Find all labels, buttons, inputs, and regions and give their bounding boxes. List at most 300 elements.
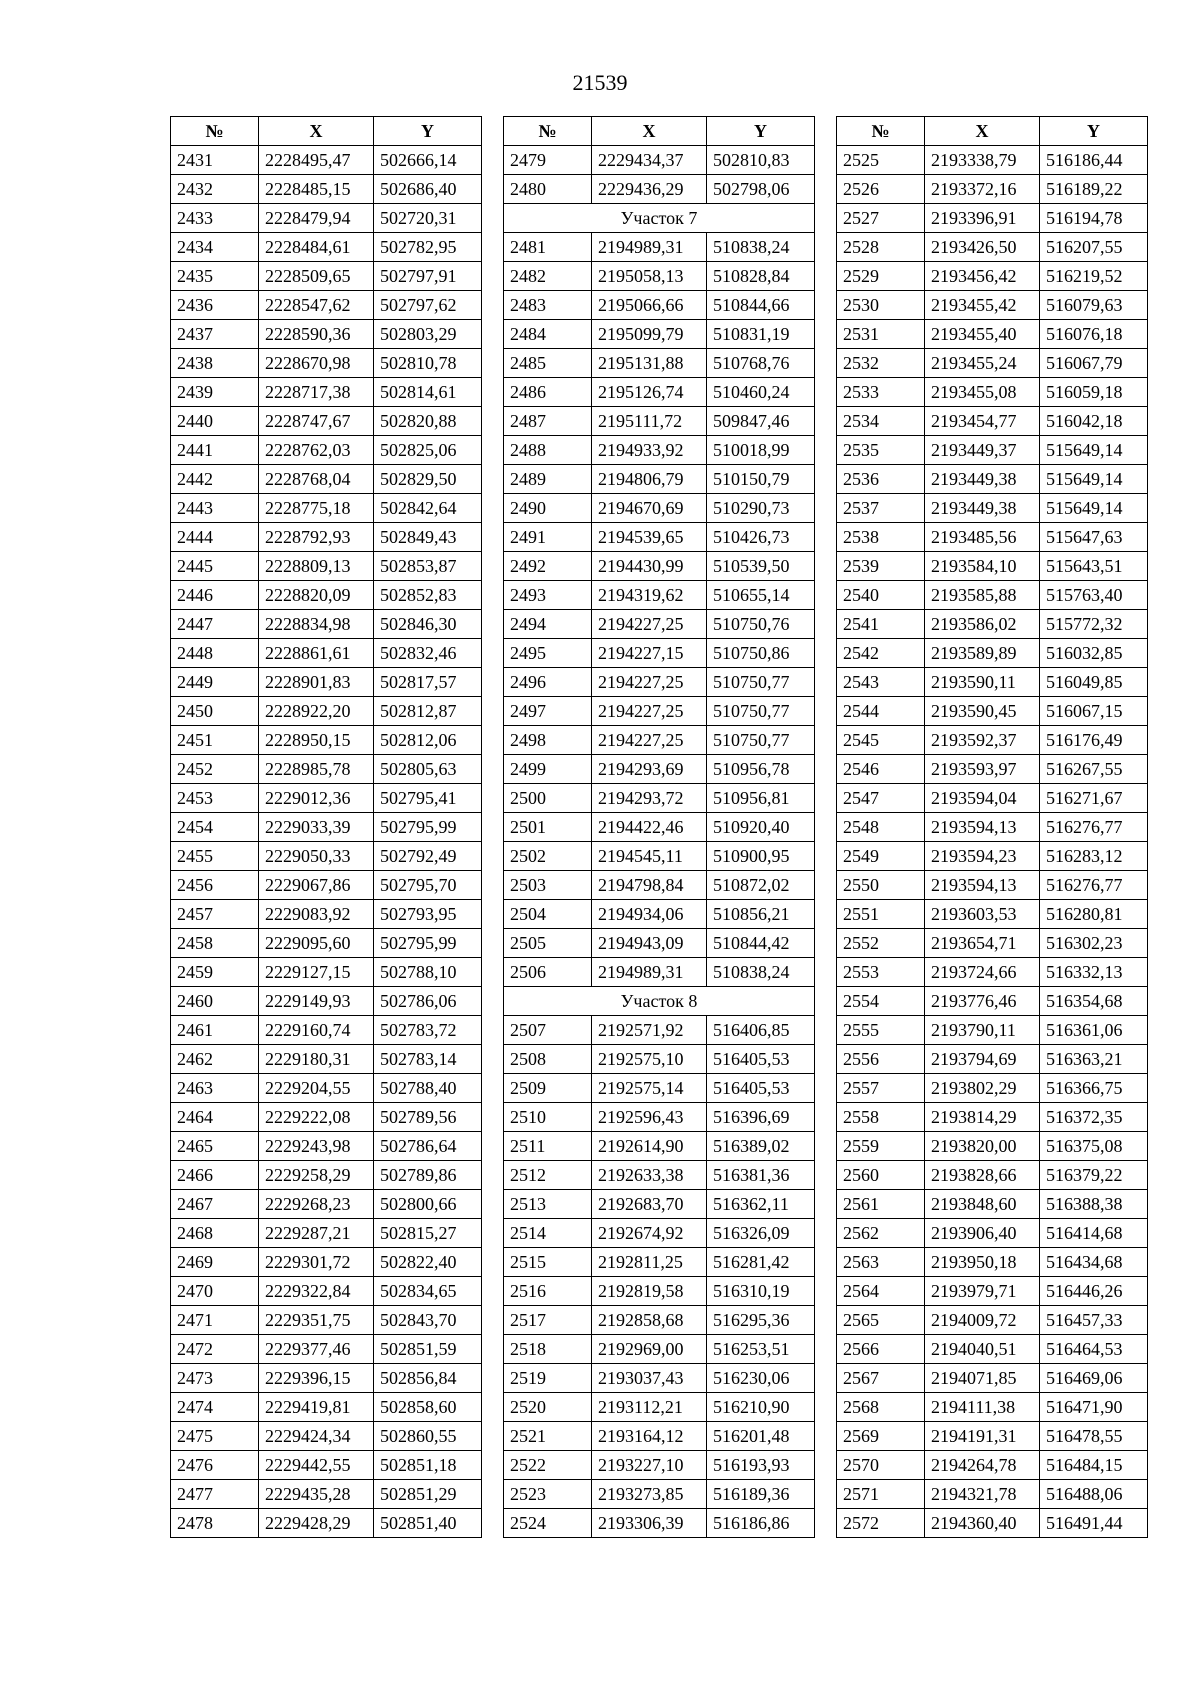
cell-x: 2193585,88 — [925, 581, 1040, 610]
table-row — [171, 552, 482, 581]
cell-y: 502782,95 — [374, 233, 482, 262]
cell-x: 2193449,38 — [925, 465, 1040, 494]
cell-y: 502783,14 — [374, 1045, 482, 1074]
cell-point-number: 2519 — [504, 1364, 592, 1393]
table-row — [504, 349, 815, 378]
cell-y: 510872,02 — [707, 871, 815, 900]
cell-y: 502797,62 — [374, 291, 482, 320]
cell-x: 2194422,46 — [592, 813, 707, 842]
cell-x: 2193592,37 — [925, 726, 1040, 755]
cell-y: 510828,84 — [707, 262, 815, 291]
table-row — [171, 1335, 482, 1364]
cell-y: 502834,65 — [374, 1277, 482, 1306]
cell-x: 2229067,86 — [259, 871, 374, 900]
cell-x: 2193603,53 — [925, 900, 1040, 929]
table-row — [837, 1422, 1148, 1451]
cell-point-number: 2462 — [171, 1045, 259, 1074]
cell-y: 516253,51 — [707, 1335, 815, 1364]
cell-point-number: 2464 — [171, 1103, 259, 1132]
cell-point-number: 2515 — [504, 1248, 592, 1277]
table-row — [171, 349, 482, 378]
cell-point-number: 2463 — [171, 1074, 259, 1103]
cell-y: 516469,06 — [1040, 1364, 1148, 1393]
cell-y: 502795,99 — [374, 929, 482, 958]
cell-x: 2194227,25 — [592, 697, 707, 726]
cell-point-number: 2483 — [504, 291, 592, 320]
cell-point-number: 2497 — [504, 697, 592, 726]
table-row — [171, 1306, 482, 1335]
table-row — [837, 929, 1148, 958]
section-title: Участок 7 — [504, 204, 815, 233]
table-row — [504, 813, 815, 842]
cell-x: 2193594,13 — [925, 813, 1040, 842]
cell-point-number: 2450 — [171, 697, 259, 726]
table-row — [837, 639, 1148, 668]
cell-point-number: 2445 — [171, 552, 259, 581]
table-row — [837, 813, 1148, 842]
cell-x: 2193848,60 — [925, 1190, 1040, 1219]
cell-y: 516189,22 — [1040, 175, 1148, 204]
cell-y: 516295,36 — [707, 1306, 815, 1335]
cell-y: 516067,79 — [1040, 349, 1148, 378]
cell-x: 2193112,21 — [592, 1393, 707, 1422]
cell-point-number: 2552 — [837, 929, 925, 958]
cell-x: 2228670,98 — [259, 349, 374, 378]
cell-x: 2193037,43 — [592, 1364, 707, 1393]
cell-point-number: 2563 — [837, 1248, 925, 1277]
cell-y: 502842,64 — [374, 494, 482, 523]
cell-y: 516478,55 — [1040, 1422, 1148, 1451]
cell-point-number: 2505 — [504, 929, 592, 958]
cell-x: 2229268,23 — [259, 1190, 374, 1219]
cell-y: 510750,86 — [707, 639, 815, 668]
cell-point-number: 2446 — [171, 581, 259, 610]
cell-point-number: 2543 — [837, 668, 925, 697]
table-row — [837, 697, 1148, 726]
table-row — [504, 784, 815, 813]
table-row — [504, 465, 815, 494]
cell-y: 516194,78 — [1040, 204, 1148, 233]
cell-x: 2228762,03 — [259, 436, 374, 465]
cell-x: 2193594,23 — [925, 842, 1040, 871]
cell-x: 2193455,40 — [925, 320, 1040, 349]
cell-point-number: 2461 — [171, 1016, 259, 1045]
cell-x: 2192674,92 — [592, 1219, 707, 1248]
cell-point-number: 2529 — [837, 262, 925, 291]
table-row — [171, 1364, 482, 1393]
cell-y: 502788,10 — [374, 958, 482, 987]
cell-point-number: 2478 — [171, 1509, 259, 1538]
table-row — [504, 233, 815, 262]
cell-x: 2193814,29 — [925, 1103, 1040, 1132]
table-row — [504, 291, 815, 320]
cell-y: 510539,50 — [707, 552, 815, 581]
cell-y: 516176,49 — [1040, 726, 1148, 755]
cell-y: 515647,63 — [1040, 523, 1148, 552]
table-row — [837, 1016, 1148, 1045]
table-row — [171, 755, 482, 784]
table-row — [837, 610, 1148, 639]
cell-x: 2229258,29 — [259, 1161, 374, 1190]
cell-x: 2193776,46 — [925, 987, 1040, 1016]
cell-point-number: 2544 — [837, 697, 925, 726]
cell-point-number: 2474 — [171, 1393, 259, 1422]
table-row — [171, 1016, 482, 1045]
cell-y: 502853,87 — [374, 552, 482, 581]
cell-y: 516405,53 — [707, 1045, 815, 1074]
table-row — [504, 1335, 815, 1364]
table-row — [504, 1248, 815, 1277]
cell-y: 510426,73 — [707, 523, 815, 552]
table-row — [504, 1509, 815, 1538]
table-row — [504, 726, 815, 755]
cell-point-number: 2561 — [837, 1190, 925, 1219]
table-row — [504, 378, 815, 407]
cell-y: 516059,18 — [1040, 378, 1148, 407]
cell-y: 502789,56 — [374, 1103, 482, 1132]
cell-x: 2195066,66 — [592, 291, 707, 320]
table-row — [837, 146, 1148, 175]
cell-y: 510844,66 — [707, 291, 815, 320]
table-row — [837, 958, 1148, 987]
cell-x: 2228509,65 — [259, 262, 374, 291]
cell-point-number: 2546 — [837, 755, 925, 784]
table-row — [171, 465, 482, 494]
cell-y: 516372,35 — [1040, 1103, 1148, 1132]
table-row — [837, 755, 1148, 784]
cell-y: 516079,63 — [1040, 291, 1148, 320]
cell-point-number: 2459 — [171, 958, 259, 987]
cell-y: 516471,90 — [1040, 1393, 1148, 1422]
table-row — [171, 697, 482, 726]
cell-point-number: 2554 — [837, 987, 925, 1016]
cell-y: 516457,33 — [1040, 1306, 1148, 1335]
table-row — [837, 1219, 1148, 1248]
cell-point-number: 2432 — [171, 175, 259, 204]
table-row — [504, 1422, 815, 1451]
table-row — [171, 494, 482, 523]
cell-point-number: 2572 — [837, 1509, 925, 1538]
cell-y: 502846,30 — [374, 610, 482, 639]
cell-y: 516326,09 — [707, 1219, 815, 1248]
cell-y: 502815,27 — [374, 1219, 482, 1248]
table-row — [504, 1132, 815, 1161]
table-row — [504, 1393, 815, 1422]
cell-y: 502803,29 — [374, 320, 482, 349]
table-row — [504, 755, 815, 784]
cell-point-number: 2551 — [837, 900, 925, 929]
table-row — [504, 523, 815, 552]
table-row — [171, 146, 482, 175]
cell-y: 502797,91 — [374, 262, 482, 291]
cell-x: 2194227,25 — [592, 668, 707, 697]
cell-y: 516210,90 — [707, 1393, 815, 1422]
cell-y: 502812,06 — [374, 726, 482, 755]
cell-point-number: 2506 — [504, 958, 592, 987]
table-row — [171, 233, 482, 262]
cell-point-number: 2522 — [504, 1451, 592, 1480]
cell-point-number: 2441 — [171, 436, 259, 465]
cell-x: 2193654,71 — [925, 929, 1040, 958]
table-row — [837, 1335, 1148, 1364]
table-header-row — [171, 117, 482, 146]
cell-point-number: 2562 — [837, 1219, 925, 1248]
table-row — [504, 1219, 815, 1248]
cell-point-number: 2557 — [837, 1074, 925, 1103]
cell-y: 516067,15 — [1040, 697, 1148, 726]
cell-x: 2229050,33 — [259, 842, 374, 871]
cell-x: 2195111,72 — [592, 407, 707, 436]
cell-x: 2228834,98 — [259, 610, 374, 639]
cell-point-number: 2457 — [171, 900, 259, 929]
cell-x: 2193828,66 — [925, 1161, 1040, 1190]
cell-point-number: 2496 — [504, 668, 592, 697]
cell-x: 2228495,47 — [259, 146, 374, 175]
column-header-x: X — [925, 117, 1040, 146]
table-row — [837, 842, 1148, 871]
cell-y: 516396,69 — [707, 1103, 815, 1132]
cell-x: 2194934,06 — [592, 900, 707, 929]
table-row — [171, 987, 482, 1016]
cell-x: 2193396,91 — [925, 204, 1040, 233]
table-row — [504, 1074, 815, 1103]
cell-x: 2194321,78 — [925, 1480, 1040, 1509]
table-row — [837, 1103, 1148, 1132]
cell-y: 510920,40 — [707, 813, 815, 842]
cell-x: 2194040,51 — [925, 1335, 1040, 1364]
cell-x: 2194430,99 — [592, 552, 707, 581]
table-row — [171, 523, 482, 552]
cell-x: 2193306,39 — [592, 1509, 707, 1538]
cell-y: 502832,46 — [374, 639, 482, 668]
cell-point-number: 2502 — [504, 842, 592, 871]
cell-y: 510018,99 — [707, 436, 815, 465]
table-row — [504, 668, 815, 697]
cell-point-number: 2494 — [504, 610, 592, 639]
cell-x: 2193449,37 — [925, 436, 1040, 465]
cell-y: 510750,77 — [707, 697, 815, 726]
table-row — [171, 1190, 482, 1219]
table-row — [837, 1364, 1148, 1393]
table-row — [171, 175, 482, 204]
table-row — [837, 987, 1148, 1016]
cell-y: 515649,14 — [1040, 494, 1148, 523]
cell-y: 516230,06 — [707, 1364, 815, 1393]
table-row — [171, 958, 482, 987]
cell-point-number: 2472 — [171, 1335, 259, 1364]
cell-y: 516193,93 — [707, 1451, 815, 1480]
cell-y: 502820,88 — [374, 407, 482, 436]
table-row — [504, 146, 815, 175]
table-row — [504, 1364, 815, 1393]
cell-point-number: 2431 — [171, 146, 259, 175]
table-row — [837, 1277, 1148, 1306]
cell-point-number: 2471 — [171, 1306, 259, 1335]
cell-x: 2195126,74 — [592, 378, 707, 407]
cell-y: 516388,38 — [1040, 1190, 1148, 1219]
coordinates-table-middle — [503, 116, 815, 1538]
table-row — [171, 871, 482, 900]
cell-y: 502856,84 — [374, 1364, 482, 1393]
cell-point-number: 2501 — [504, 813, 592, 842]
cell-point-number: 2524 — [504, 1509, 592, 1538]
cell-x: 2193979,71 — [925, 1277, 1040, 1306]
cell-x: 2229287,21 — [259, 1219, 374, 1248]
table-row — [837, 175, 1148, 204]
table-row — [171, 436, 482, 465]
column-header-y: Y — [1040, 117, 1148, 146]
cell-point-number: 2558 — [837, 1103, 925, 1132]
cell-y: 502851,59 — [374, 1335, 482, 1364]
table-row — [837, 1161, 1148, 1190]
table-row — [171, 929, 482, 958]
table-row — [171, 1132, 482, 1161]
cell-x: 2193426,50 — [925, 233, 1040, 262]
table-row — [171, 1161, 482, 1190]
cell-point-number: 2510 — [504, 1103, 592, 1132]
cell-x: 2229243,98 — [259, 1132, 374, 1161]
table-row — [171, 1074, 482, 1103]
cell-x: 2193164,12 — [592, 1422, 707, 1451]
cell-point-number: 2540 — [837, 581, 925, 610]
cell-y: 516032,85 — [1040, 639, 1148, 668]
cell-x: 2228717,38 — [259, 378, 374, 407]
cell-point-number: 2466 — [171, 1161, 259, 1190]
cell-y: 502812,87 — [374, 697, 482, 726]
table-row — [837, 407, 1148, 436]
table-row — [837, 1509, 1148, 1538]
cell-point-number: 2541 — [837, 610, 925, 639]
cell-point-number: 2433 — [171, 204, 259, 233]
cell-point-number: 2511 — [504, 1132, 592, 1161]
cell-y: 516219,52 — [1040, 262, 1148, 291]
cell-y: 502793,95 — [374, 900, 482, 929]
table-row — [171, 1219, 482, 1248]
cell-x: 2194360,40 — [925, 1509, 1040, 1538]
table-row — [171, 1277, 482, 1306]
table-row — [837, 1393, 1148, 1422]
cell-point-number: 2553 — [837, 958, 925, 987]
cell-y: 516042,18 — [1040, 407, 1148, 436]
cell-y: 510150,79 — [707, 465, 815, 494]
cell-x: 2228479,94 — [259, 204, 374, 233]
cell-x: 2229149,93 — [259, 987, 374, 1016]
section-title: Участок 8 — [504, 987, 815, 1016]
table-row — [837, 668, 1148, 697]
cell-x: 2228768,04 — [259, 465, 374, 494]
cell-x: 2192819,58 — [592, 1277, 707, 1306]
cell-x: 2228901,83 — [259, 668, 374, 697]
cell-x: 2193950,18 — [925, 1248, 1040, 1277]
table-row — [504, 697, 815, 726]
cell-x: 2194009,72 — [925, 1306, 1040, 1335]
table-row — [171, 668, 482, 697]
table-row — [504, 1016, 815, 1045]
table-row — [504, 1161, 815, 1190]
cell-point-number: 2438 — [171, 349, 259, 378]
cell-x: 2229419,81 — [259, 1393, 374, 1422]
table-row — [171, 581, 482, 610]
cell-y: 502822,40 — [374, 1248, 482, 1277]
table-row — [837, 1074, 1148, 1103]
cell-y: 516302,23 — [1040, 929, 1148, 958]
cell-y: 502810,83 — [707, 146, 815, 175]
table-row — [504, 262, 815, 291]
cell-x: 2193590,11 — [925, 668, 1040, 697]
cell-x: 2193273,85 — [592, 1480, 707, 1509]
table-row — [504, 1451, 815, 1480]
cell-x: 2229434,37 — [592, 146, 707, 175]
cell-y: 516276,77 — [1040, 871, 1148, 900]
cell-x: 2193456,42 — [925, 262, 1040, 291]
cell-x: 2228775,18 — [259, 494, 374, 523]
cell-point-number: 2470 — [171, 1277, 259, 1306]
cell-x: 2192683,70 — [592, 1190, 707, 1219]
cell-point-number: 2526 — [837, 175, 925, 204]
table-row — [171, 610, 482, 639]
cell-y: 516379,22 — [1040, 1161, 1148, 1190]
cell-x: 2193802,29 — [925, 1074, 1040, 1103]
cell-x: 2192858,68 — [592, 1306, 707, 1335]
cell-x: 2193790,11 — [925, 1016, 1040, 1045]
cell-point-number: 2458 — [171, 929, 259, 958]
section-header-row — [504, 987, 815, 1016]
table-row — [504, 552, 815, 581]
cell-x: 2192571,92 — [592, 1016, 707, 1045]
cell-x: 2229180,31 — [259, 1045, 374, 1074]
cell-point-number: 2467 — [171, 1190, 259, 1219]
cell-y: 510900,95 — [707, 842, 815, 871]
cell-x: 2194293,69 — [592, 755, 707, 784]
coordinates-table-right — [836, 116, 1148, 1538]
cell-x: 2228547,62 — [259, 291, 374, 320]
cell-point-number: 2547 — [837, 784, 925, 813]
cell-point-number: 2545 — [837, 726, 925, 755]
cell-y: 510838,24 — [707, 233, 815, 262]
cell-point-number: 2488 — [504, 436, 592, 465]
cell-y: 516375,08 — [1040, 1132, 1148, 1161]
cell-point-number: 2550 — [837, 871, 925, 900]
column-header-number: № — [171, 117, 259, 146]
cell-y: 516405,53 — [707, 1074, 815, 1103]
cell-point-number: 2525 — [837, 146, 925, 175]
cell-x: 2229424,34 — [259, 1422, 374, 1451]
cell-point-number: 2535 — [837, 436, 925, 465]
cell-x: 2193906,40 — [925, 1219, 1040, 1248]
table-row — [837, 349, 1148, 378]
cell-point-number: 2456 — [171, 871, 259, 900]
table-row — [171, 784, 482, 813]
cell-x: 2194111,38 — [925, 1393, 1040, 1422]
cell-point-number: 2514 — [504, 1219, 592, 1248]
cell-x: 2193455,08 — [925, 378, 1040, 407]
cell-point-number: 2548 — [837, 813, 925, 842]
cell-x: 2193454,77 — [925, 407, 1040, 436]
cell-point-number: 2555 — [837, 1016, 925, 1045]
cell-point-number: 2534 — [837, 407, 925, 436]
cell-y: 516446,26 — [1040, 1277, 1148, 1306]
column-header-number: № — [504, 117, 592, 146]
cell-x: 2229396,15 — [259, 1364, 374, 1393]
cell-y: 516280,81 — [1040, 900, 1148, 929]
cell-y: 516362,11 — [707, 1190, 815, 1219]
cell-y: 502795,41 — [374, 784, 482, 813]
cell-y: 502860,55 — [374, 1422, 482, 1451]
cell-x: 2194943,09 — [592, 929, 707, 958]
cell-y: 516267,55 — [1040, 755, 1148, 784]
cell-point-number: 2530 — [837, 291, 925, 320]
table-row — [171, 378, 482, 407]
